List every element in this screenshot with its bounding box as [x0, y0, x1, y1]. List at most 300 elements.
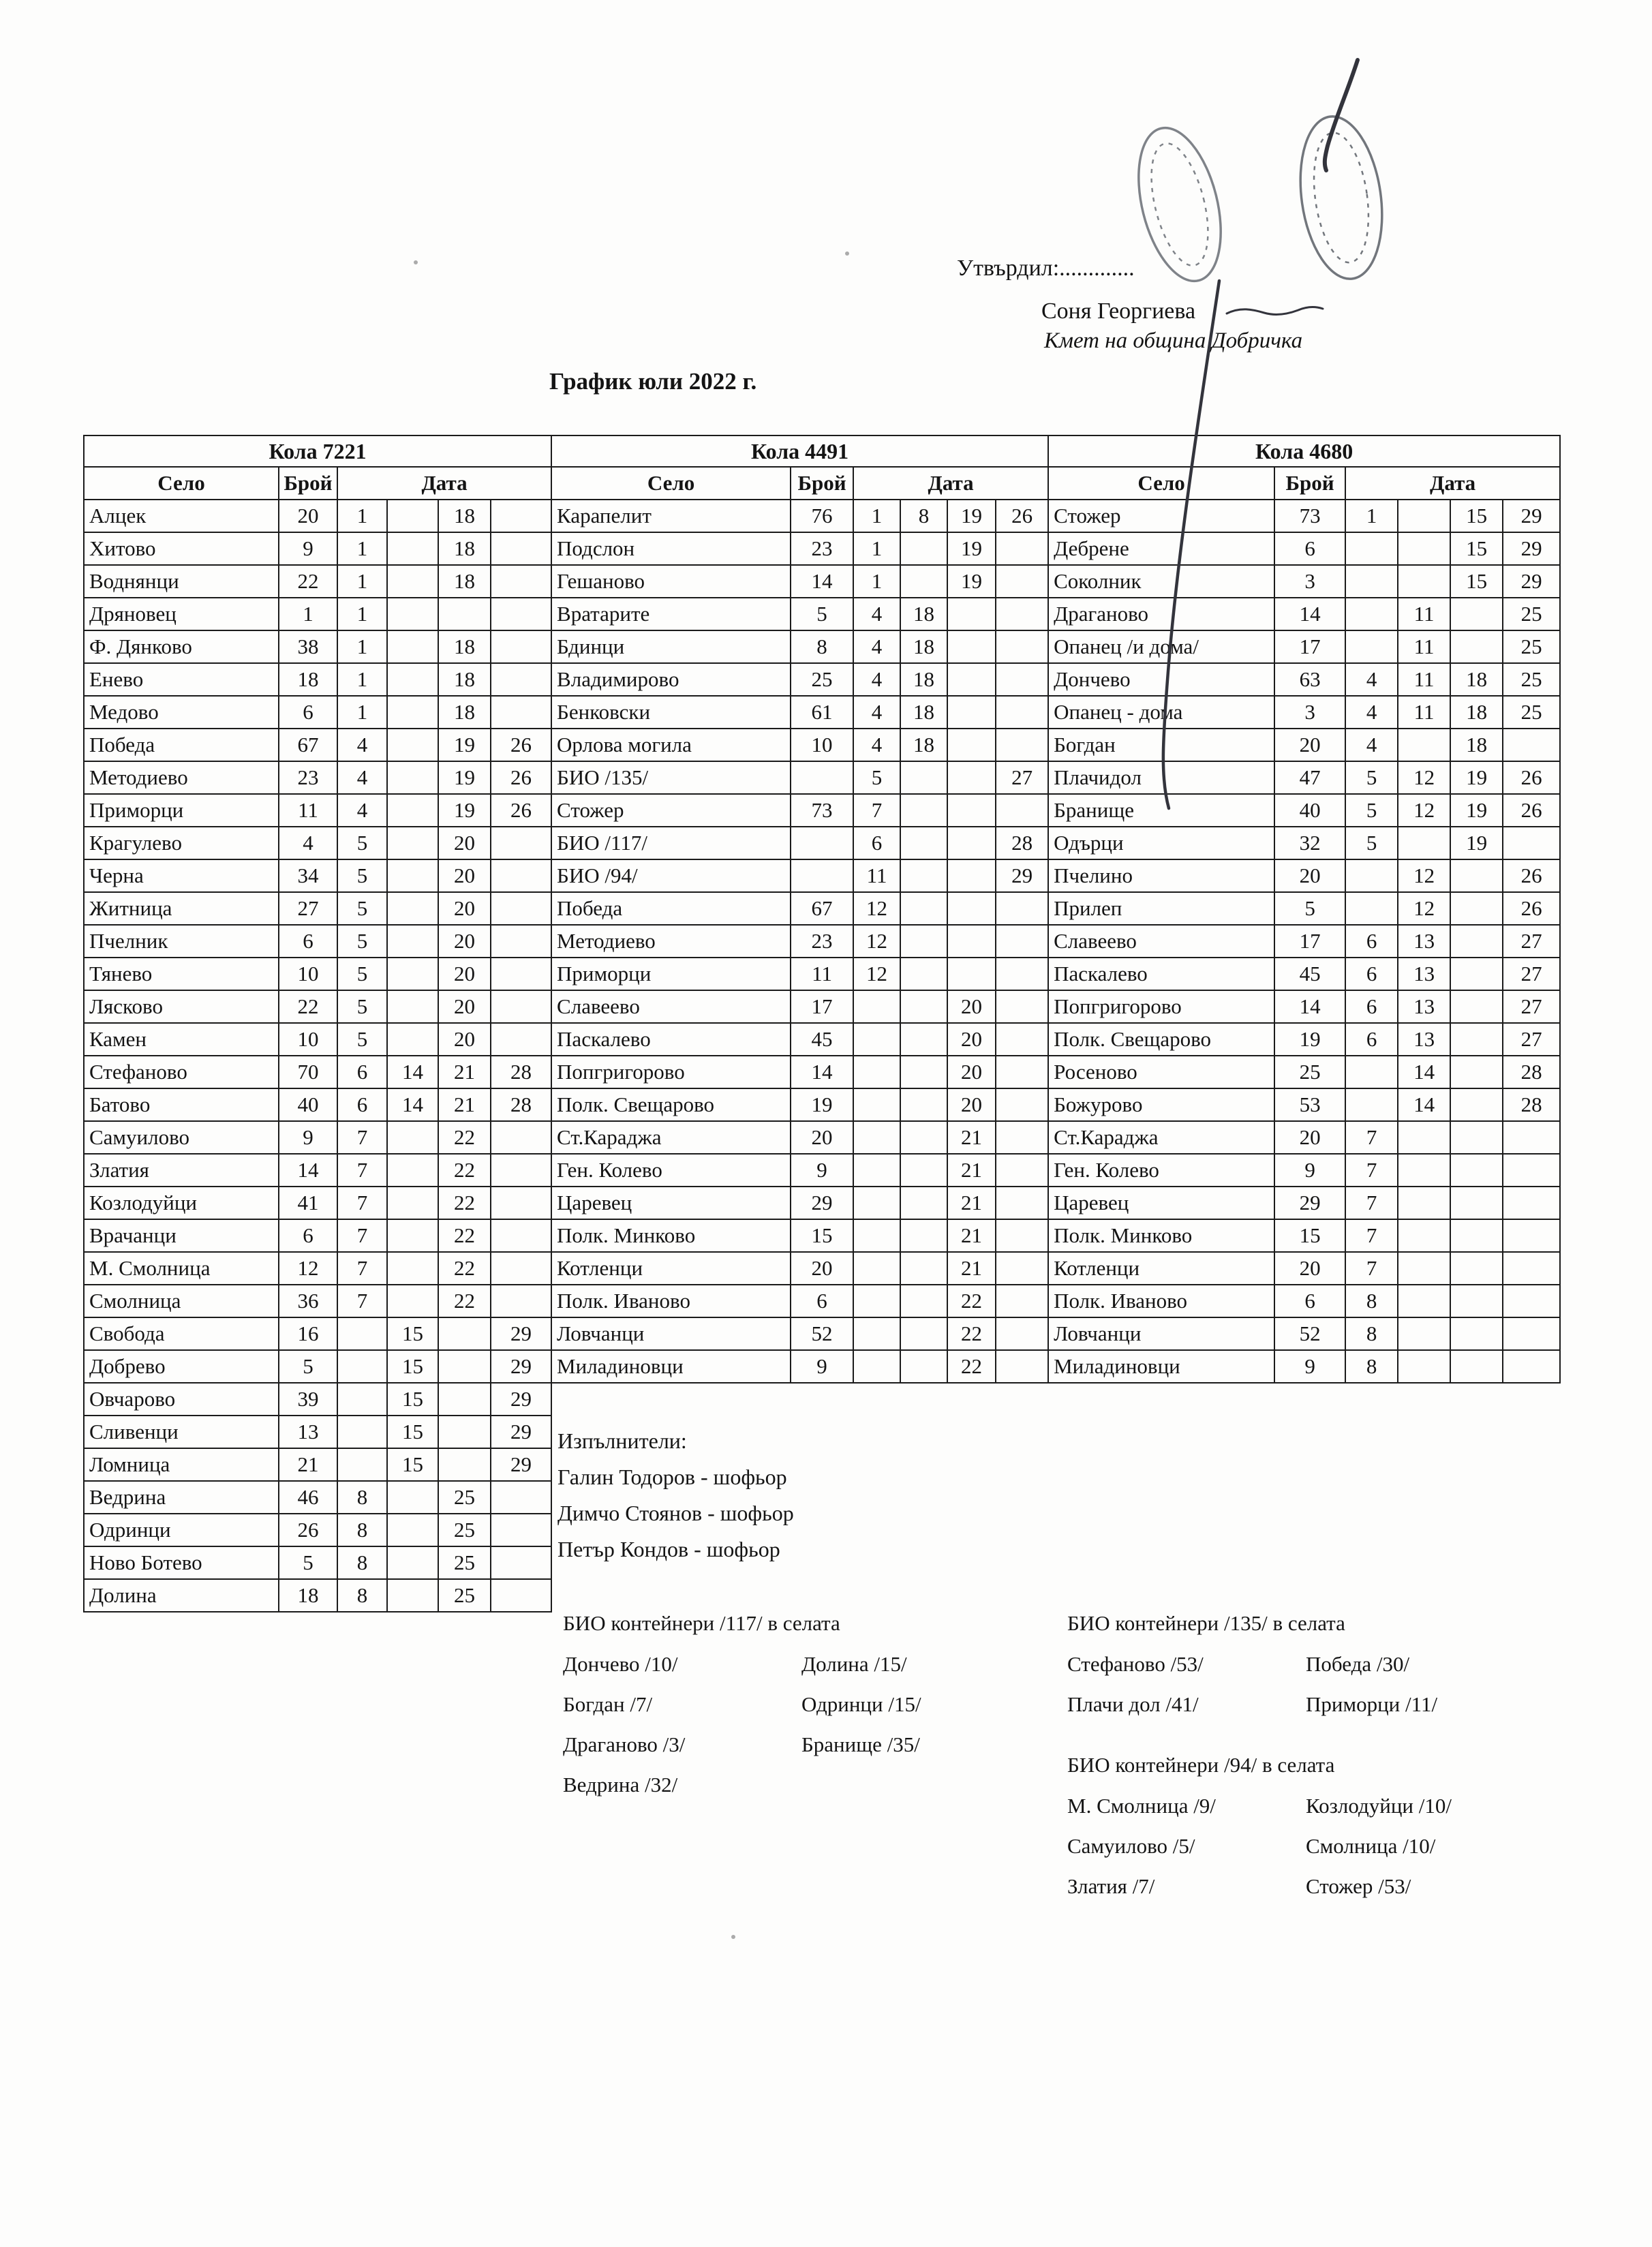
date-cell [1345, 1056, 1398, 1088]
date-cell [1503, 1121, 1560, 1154]
date-cell: 20 [438, 990, 491, 1023]
village-cell: Сливенци [84, 1416, 279, 1448]
date-cell: 27 [1503, 958, 1560, 990]
date-cell: 22 [438, 1219, 491, 1252]
table-row [1048, 827, 1560, 859]
date-cell: 4 [853, 598, 900, 630]
table-row [551, 1252, 1048, 1285]
count-cell: 27 [279, 892, 337, 925]
date-cell: 11 [1398, 630, 1450, 663]
table-row [1048, 892, 1560, 925]
table-row [84, 696, 551, 729]
date-cell [996, 1187, 1048, 1219]
village-cell: Миладиновци [551, 1350, 791, 1383]
village-cell: Пчелник [84, 925, 279, 958]
village-cell: Одърци [1048, 827, 1274, 859]
table-row [551, 1023, 1048, 1056]
village-cell: Дряновец [84, 598, 279, 630]
date-cell [900, 1252, 947, 1285]
executor-line: Димчо Стоянов - шофьор [557, 1501, 794, 1525]
date-cell: 5 [1345, 794, 1398, 827]
table-body [84, 500, 551, 1612]
date-cell: 14 [387, 1088, 438, 1121]
village-cell: Владимирово [551, 663, 791, 696]
date-cell [387, 630, 438, 663]
table-row [84, 925, 551, 958]
executor-line: Петър Кондов - шофьор [557, 1537, 780, 1561]
date-cell: 26 [996, 500, 1048, 532]
date-cell [900, 1219, 947, 1252]
date-cell [996, 925, 1048, 958]
village-cell: Воднянци [84, 565, 279, 598]
table-row [1048, 565, 1560, 598]
date-cell: 22 [438, 1187, 491, 1219]
date-cell [900, 859, 947, 892]
column-header-row [84, 467, 551, 500]
note-item: Самуилово /5/ [1067, 1834, 1195, 1858]
village-cell: Методиево [84, 761, 279, 794]
date-cell: 21 [438, 1056, 491, 1088]
village-cell: Смолница [84, 1285, 279, 1317]
date-cell [491, 925, 551, 958]
date-cell: 6 [1345, 925, 1398, 958]
table-row [551, 794, 1048, 827]
date-cell: 5 [337, 925, 387, 958]
date-cell [947, 663, 996, 696]
village-cell: Попгригорово [1048, 990, 1274, 1023]
date-cell [491, 892, 551, 925]
count-cell: 22 [279, 990, 337, 1023]
village-cell: Хитово [84, 532, 279, 565]
date-cell [387, 990, 438, 1023]
date-cell [1398, 1252, 1450, 1285]
date-cell [1503, 1219, 1560, 1252]
date-cell [1345, 630, 1398, 663]
table-row [1048, 958, 1560, 990]
date-cell: 29 [1503, 565, 1560, 598]
date-cell [1345, 1088, 1398, 1121]
village-cell: Бенковски [551, 696, 791, 729]
date-cell: 29 [491, 1383, 551, 1416]
car-header-row [551, 435, 1048, 467]
table-row [551, 1187, 1048, 1219]
table-row [84, 1546, 551, 1579]
date-cell [438, 1448, 491, 1481]
date-cell [1503, 1187, 1560, 1219]
village-cell: Алцек [84, 500, 279, 532]
village-cell: БИО /135/ [551, 761, 791, 794]
schedule-tables [83, 435, 1561, 1612]
date-cell [1450, 1023, 1503, 1056]
date-cell [996, 696, 1048, 729]
village-cell: Славеево [551, 990, 791, 1023]
table-row [1048, 1088, 1560, 1121]
date-cell [1398, 532, 1450, 565]
count-cell: 52 [791, 1317, 853, 1350]
date-cell: 8 [337, 1514, 387, 1546]
date-cell: 18 [900, 729, 947, 761]
village-cell: Овчарово [84, 1383, 279, 1416]
note-row [1067, 1692, 1437, 1732]
table-row [551, 630, 1048, 663]
date-cell [996, 794, 1048, 827]
date-cell: 18 [438, 696, 491, 729]
date-cell [1503, 729, 1560, 761]
date-cell [1450, 1350, 1503, 1383]
date-cell [1450, 958, 1503, 990]
date-cell: 14 [387, 1056, 438, 1088]
date-cell [1450, 925, 1503, 958]
note-row [1067, 1874, 1452, 1914]
village-cell: Стефаново [84, 1056, 279, 1088]
date-cell [491, 663, 551, 696]
approver-name: Соня Георгиева [1041, 299, 1196, 324]
count-cell: 6 [1274, 532, 1345, 565]
date-cell: 21 [947, 1121, 996, 1154]
count-cell: 20 [791, 1121, 853, 1154]
date-cell: 11 [1398, 663, 1450, 696]
date-cell [947, 598, 996, 630]
village-cell: Енево [84, 663, 279, 696]
date-cell [1450, 1252, 1503, 1285]
count-cell: 53 [1274, 1088, 1345, 1121]
count-cell: 39 [279, 1383, 337, 1416]
date-cell: 18 [438, 630, 491, 663]
schedule-table-car-7221 [83, 435, 552, 1612]
village-cell: Полк. Иваново [1048, 1285, 1274, 1317]
date-cell: 29 [1503, 500, 1560, 532]
village-cell: Ломница [84, 1448, 279, 1481]
note-item: Дончево /10/ [563, 1652, 678, 1676]
date-cell [853, 1350, 900, 1383]
col-header-count: Брой [1274, 467, 1345, 500]
date-cell: 18 [900, 630, 947, 663]
note-item: Златия /7/ [1067, 1874, 1155, 1898]
date-cell: 21 [947, 1219, 996, 1252]
count-cell: 32 [1274, 827, 1345, 859]
date-cell: 25 [1503, 630, 1560, 663]
col-header-count: Брой [791, 467, 853, 500]
village-cell: Полк. Иваново [551, 1285, 791, 1317]
table-row [84, 532, 551, 565]
date-cell: 20 [947, 990, 996, 1023]
date-cell: 18 [900, 696, 947, 729]
date-cell [996, 1252, 1048, 1285]
date-cell [491, 827, 551, 859]
date-cell [996, 1154, 1048, 1187]
date-cell: 12 [853, 892, 900, 925]
count-cell: 10 [279, 1023, 337, 1056]
date-cell: 13 [1398, 958, 1450, 990]
date-cell [491, 958, 551, 990]
date-cell [1503, 1350, 1560, 1383]
count-cell: 11 [279, 794, 337, 827]
date-cell [491, 696, 551, 729]
table-row [551, 729, 1048, 761]
date-cell [947, 958, 996, 990]
village-cell: Опанец - дома [1048, 696, 1274, 729]
table-row [551, 565, 1048, 598]
date-cell: 12 [1398, 892, 1450, 925]
date-cell [900, 1088, 947, 1121]
date-cell [853, 1317, 900, 1350]
count-cell: 3 [1274, 565, 1345, 598]
date-cell: 5 [853, 761, 900, 794]
date-cell: 13 [1398, 990, 1450, 1023]
date-cell: 28 [996, 827, 1048, 859]
table-row [551, 663, 1048, 696]
village-cell: Самуилово [84, 1121, 279, 1154]
date-cell: 26 [1503, 892, 1560, 925]
date-cell: 22 [438, 1154, 491, 1187]
date-cell [900, 827, 947, 859]
date-cell [996, 1056, 1048, 1088]
table-row [84, 1219, 551, 1252]
date-cell [900, 1350, 947, 1383]
village-cell: БИО /117/ [551, 827, 791, 859]
date-cell: 4 [1345, 729, 1398, 761]
village-cell: Опанец /и дома/ [1048, 630, 1274, 663]
table-row [551, 1121, 1048, 1154]
date-cell [387, 827, 438, 859]
count-cell: 10 [279, 958, 337, 990]
date-cell [900, 532, 947, 565]
count-cell: 19 [791, 1088, 853, 1121]
village-cell: Черна [84, 859, 279, 892]
schedule-table-car-4680 [1047, 435, 1561, 1384]
date-cell: 5 [1345, 761, 1398, 794]
note-item: Козлодуйци /10/ [1306, 1794, 1452, 1818]
date-cell [853, 1219, 900, 1252]
date-cell [438, 1317, 491, 1350]
date-cell [387, 532, 438, 565]
count-cell: 15 [791, 1219, 853, 1252]
table-row [84, 1579, 551, 1612]
date-cell [1398, 565, 1450, 598]
date-cell [491, 1187, 551, 1219]
date-cell: 22 [438, 1252, 491, 1285]
count-cell: 45 [1274, 958, 1345, 990]
count-cell: 20 [279, 500, 337, 532]
village-cell: Ведрина [84, 1481, 279, 1514]
bio-note-list [563, 1652, 921, 1813]
date-cell [491, 1023, 551, 1056]
village-cell: Полк. Минково [551, 1219, 791, 1252]
schedule-table-car-4491 [551, 435, 1049, 1384]
village-cell: Карапелит [551, 500, 791, 532]
table-row [1048, 1121, 1560, 1154]
date-cell: 18 [1450, 663, 1503, 696]
village-cell: Победа [551, 892, 791, 925]
date-cell [438, 598, 491, 630]
date-cell: 13 [1398, 1023, 1450, 1056]
table-row [551, 598, 1048, 630]
date-cell: 5 [337, 958, 387, 990]
date-cell [900, 1285, 947, 1317]
date-cell: 14 [1398, 1056, 1450, 1088]
date-cell [1398, 1154, 1450, 1187]
village-cell: Славеево [1048, 925, 1274, 958]
date-cell: 20 [947, 1088, 996, 1121]
count-cell: 20 [791, 1252, 853, 1285]
table-row [84, 598, 551, 630]
count-cell: 20 [1274, 1121, 1345, 1154]
approval-label: Утвърдил:............. [957, 256, 1135, 281]
date-cell: 20 [438, 1023, 491, 1056]
date-cell [1503, 1154, 1560, 1187]
table-row [1048, 532, 1560, 565]
date-cell: 26 [491, 729, 551, 761]
date-cell [900, 761, 947, 794]
page-title: График юли 2022 г. [549, 368, 757, 395]
village-cell: М. Смолница [84, 1252, 279, 1285]
count-cell: 3 [1274, 696, 1345, 729]
village-cell: Козлодуйци [84, 1187, 279, 1219]
date-cell: 12 [1398, 859, 1450, 892]
date-cell: 11 [1398, 598, 1450, 630]
date-cell [996, 958, 1048, 990]
date-cell [387, 663, 438, 696]
date-cell: 29 [1503, 532, 1560, 565]
date-cell: 8 [900, 500, 947, 532]
date-cell [996, 892, 1048, 925]
table-row [1048, 859, 1560, 892]
date-cell [996, 729, 1048, 761]
count-cell: 23 [791, 925, 853, 958]
date-cell [491, 500, 551, 532]
date-cell: 5 [337, 859, 387, 892]
date-cell: 1 [853, 565, 900, 598]
table-row [84, 1285, 551, 1317]
village-cell: Методиево [551, 925, 791, 958]
date-cell: 6 [337, 1056, 387, 1088]
date-cell: 29 [491, 1317, 551, 1350]
date-cell: 7 [337, 1219, 387, 1252]
table-row [551, 1285, 1048, 1317]
date-cell [491, 1579, 551, 1612]
village-cell: Вратарите [551, 598, 791, 630]
village-cell: Ловчанци [1048, 1317, 1274, 1350]
count-cell: 67 [791, 892, 853, 925]
col-header-village: Село [84, 467, 279, 500]
note-item: Долина /15/ [801, 1652, 907, 1676]
table-row [551, 761, 1048, 794]
col-header-count: Брой [279, 467, 337, 500]
note-item: Приморци /11/ [1306, 1692, 1438, 1716]
date-cell: 11 [1398, 696, 1450, 729]
table-row [84, 663, 551, 696]
date-cell: 7 [1345, 1252, 1398, 1285]
date-cell [996, 598, 1048, 630]
bio-note-135 [1067, 1611, 1437, 1732]
count-cell: 11 [791, 958, 853, 990]
count-cell [791, 827, 853, 859]
date-cell [387, 859, 438, 892]
village-cell: Драганово [1048, 598, 1274, 630]
date-cell: 15 [387, 1317, 438, 1350]
count-cell: 18 [279, 1579, 337, 1612]
date-cell: 21 [438, 1088, 491, 1121]
date-cell: 7 [337, 1252, 387, 1285]
village-cell: Ф. Дянково [84, 630, 279, 663]
date-cell: 15 [387, 1350, 438, 1383]
village-cell: Ген. Колево [1048, 1154, 1274, 1187]
village-cell: Тянево [84, 958, 279, 990]
count-cell: 18 [279, 663, 337, 696]
date-cell [337, 1448, 387, 1481]
date-cell: 25 [1503, 598, 1560, 630]
date-cell [337, 1416, 387, 1448]
executor-line: Галин Тодоров - шофьор [557, 1465, 787, 1489]
date-cell: 20 [947, 1023, 996, 1056]
date-cell: 18 [438, 663, 491, 696]
table-row [84, 500, 551, 532]
village-cell: Богдан [1048, 729, 1274, 761]
date-cell [387, 1481, 438, 1514]
count-cell: 6 [279, 696, 337, 729]
count-cell: 6 [791, 1285, 853, 1317]
table-row [1048, 1023, 1560, 1056]
table-row [1048, 1350, 1560, 1383]
village-cell: Паскалево [1048, 958, 1274, 990]
date-cell [387, 729, 438, 761]
count-cell: 17 [791, 990, 853, 1023]
date-cell: 26 [1503, 761, 1560, 794]
count-cell: 20 [1274, 1252, 1345, 1285]
date-cell: 19 [947, 565, 996, 598]
date-cell [1450, 892, 1503, 925]
date-cell [900, 794, 947, 827]
table-row [551, 1056, 1048, 1088]
village-cell: Прилеп [1048, 892, 1274, 925]
date-cell: 1 [337, 500, 387, 532]
date-cell [996, 532, 1048, 565]
table-row [84, 892, 551, 925]
date-cell: 7 [337, 1154, 387, 1187]
count-cell: 8 [791, 630, 853, 663]
date-cell: 25 [438, 1481, 491, 1514]
table-row [84, 630, 551, 663]
date-cell [1503, 1252, 1560, 1285]
table-row [1048, 1252, 1560, 1285]
table-row [1048, 1187, 1560, 1219]
executors-list [557, 1459, 794, 1568]
date-cell: 19 [438, 794, 491, 827]
date-cell [1450, 1187, 1503, 1219]
date-cell [491, 1285, 551, 1317]
count-cell: 9 [1274, 1154, 1345, 1187]
date-cell [947, 729, 996, 761]
date-cell: 21 [947, 1252, 996, 1285]
village-cell: Попгригорово [551, 1056, 791, 1088]
count-cell [791, 761, 853, 794]
table-row [1048, 1219, 1560, 1252]
date-cell [1398, 1121, 1450, 1154]
table-row [551, 532, 1048, 565]
date-cell: 27 [1503, 925, 1560, 958]
date-cell [900, 958, 947, 990]
table-row [551, 892, 1048, 925]
table-row [84, 1350, 551, 1383]
village-cell: БИО /94/ [551, 859, 791, 892]
date-cell [900, 892, 947, 925]
date-cell [491, 598, 551, 630]
date-cell: 8 [1345, 1285, 1398, 1317]
date-cell: 21 [947, 1187, 996, 1219]
village-cell: Котленци [551, 1252, 791, 1285]
date-cell [337, 1383, 387, 1416]
date-cell [1345, 859, 1398, 892]
